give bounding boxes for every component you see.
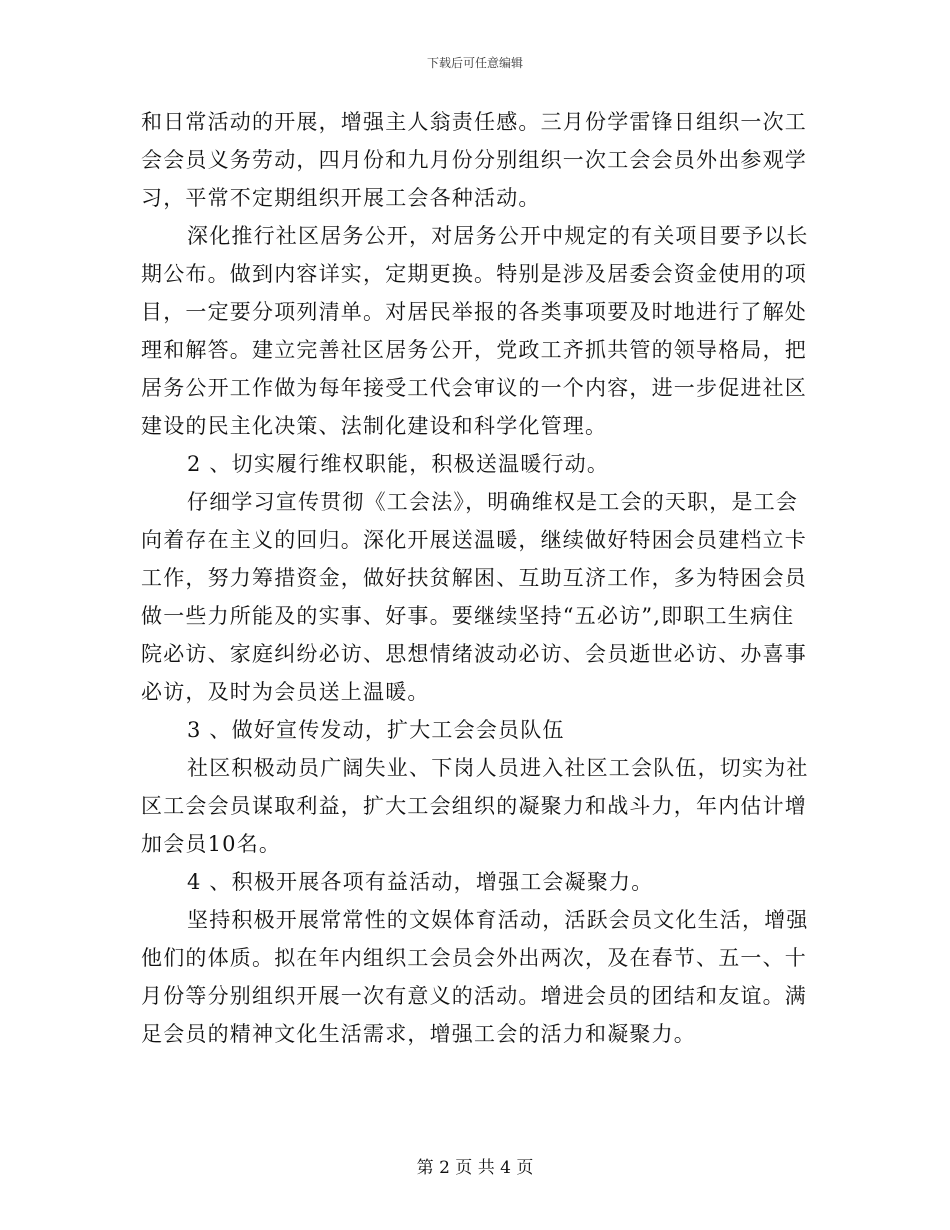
text-line: 院必访、家庭纠纷必访、思想情绪波动必访、会员逝世必访、办喜事 <box>141 642 807 666</box>
text-line: 区工会会员谋取利益，扩大工会组织的凝聚力和战斗力，年内估计增 <box>141 794 807 818</box>
text-line: 理和解答。建立完善社区居务公开，党政工齐抓共管的领导格局，把 <box>141 338 807 362</box>
section-heading: 4 、积极开展各项有益活动，增强工会凝聚力。 <box>187 870 654 894</box>
document-body <box>141 103 810 1053</box>
section-heading: 2 、切实履行维权职能，积极送温暖行动。 <box>187 452 610 476</box>
text-line: 月份等分别组织开展一次有意义的活动。增进会员的团结和友谊。满 <box>141 984 807 1008</box>
text-line: 加会员10名。 <box>141 832 282 856</box>
text-line: 目，一定要分项列清单。对居民举报的各类事项要及时地进行了解处 <box>141 300 807 324</box>
section-heading: 3 、做好宣传发动，扩大工会会员队伍 <box>187 718 565 742</box>
text-line: 做一些力所能及的实事、好事。要继续坚持“五必访”,即职工生病住 <box>141 604 795 628</box>
text-line: 仔细学习宣传贯彻《工会法》，明确维权是工会的天职，是工会 <box>187 490 799 514</box>
text-line: 足会员的精神文化生活需求，增强工会的活力和凝聚力。 <box>141 1022 696 1046</box>
text-line: 建设的民主化决策、法制化建设和科学化管理。 <box>141 414 608 438</box>
text-line: 必访，及时为会员送上温暖。 <box>141 680 430 704</box>
text-line: 社区积极动员广阔失业、下岗人员进入社区工会队伍，切实为社 <box>187 756 809 780</box>
text-line: 他们的体质。拟在年内组织工会员会外出两次，及在春节、五一、十 <box>141 946 807 970</box>
page-number-footer: 第 2 页 共 4 页 <box>416 1158 534 1178</box>
text-line: 会会员义务劳动，四月份和九月份分别组织一次工会会员外出参观学 <box>141 148 807 172</box>
text-line: 坚持积极开展常常性的文娱体育活动，活跃会员文化生活，增强 <box>187 908 809 932</box>
text-line: 习，平常不定期组织开展工会各种活动。 <box>141 186 541 210</box>
text-line: 居务公开工作做为每年接受工代会审议的一个内容，进一步促进社区 <box>141 376 807 400</box>
text-line: 深化推行社区居务公开，对居务公开中规定的有关项目要予以长 <box>187 224 809 248</box>
text-line: 和日常活动的开展，增强主人翁责任感。三月份学雷锋日组织一次工 <box>141 110 807 134</box>
text-line: 工作，努力筹措资金，做好扶贫解困、互助互济工作，多为特困会员 <box>141 566 807 590</box>
text-line: 期公布。做到内容详实，定期更换。特别是涉及居委会资金使用的项 <box>141 262 807 286</box>
page-header: 下载后可任意编辑 <box>426 56 523 70</box>
text-line: 向着存在主义的回归。深化开展送温暖，继续做好特困会员建档立卡 <box>141 528 807 552</box>
